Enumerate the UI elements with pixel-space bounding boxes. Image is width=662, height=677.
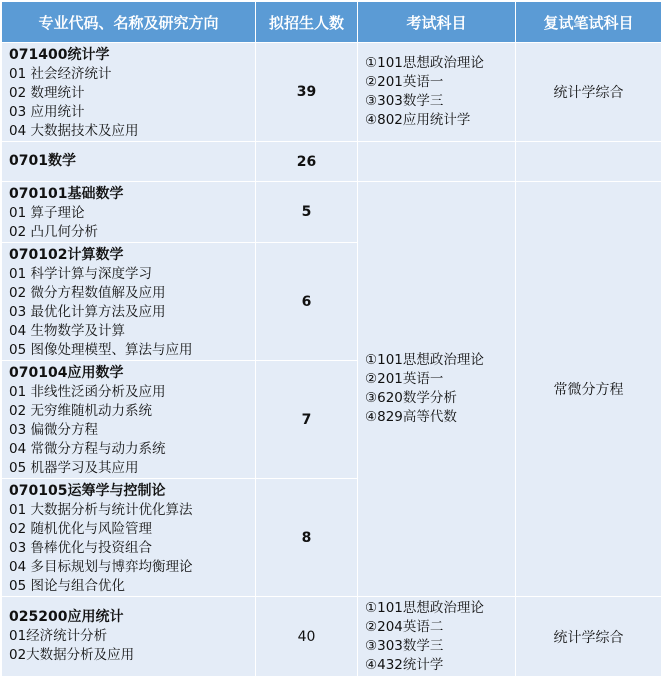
major-cell (2, 597, 256, 677)
major-cell (2, 182, 256, 243)
major-title: 071400统计学 (9, 47, 110, 63)
exam-subjects-cell (358, 182, 516, 597)
table-row (2, 182, 662, 243)
exam-subjects-cell (358, 142, 516, 182)
direction-item: 03 鲁棒优化与投资组合 (9, 540, 152, 556)
direction-item: 03 应用统计 (9, 104, 85, 120)
major-title: 070102计算数学 (9, 247, 124, 263)
direction-item: 04 大数据技术及应用 (9, 123, 139, 139)
exam-subject: ②204英语二 (365, 618, 444, 635)
direction-item: 01 非线性泛函分析及应用 (9, 384, 166, 400)
direction-item: 04 常微分方程与动力系统 (9, 441, 166, 457)
direction-item: 03 最优化计算方法及应用 (9, 304, 166, 320)
direction-item: 02 凸几何分析 (9, 224, 98, 240)
enrollment-count: 6 (256, 243, 358, 361)
retest-subject: 常微分方程 (516, 182, 662, 597)
direction-item: 03 偏微分方程 (9, 422, 98, 438)
direction-item: 02 无穷维随机动力系统 (9, 403, 152, 419)
enrollment-count: 40 (256, 597, 358, 677)
enrollment-count: 5 (256, 182, 358, 243)
major-title: 0701数学 (9, 153, 76, 169)
exam-subject: ③303数学三 (365, 93, 444, 109)
direction-item: 01 社会经济统计 (9, 66, 112, 82)
exam-subject: ②201英语一 (365, 74, 444, 90)
enrollment-count: 7 (256, 361, 358, 479)
exam-subjects-cell (358, 43, 516, 142)
exam-subject: ④802应用统计学 (365, 112, 471, 128)
exam-subject: ④829高等代数 (365, 409, 457, 425)
major-title: 070104应用数学 (9, 365, 124, 381)
direction-item: 02 数理统计 (9, 85, 85, 101)
direction-item: 01 科学计算与深度学习 (9, 266, 152, 282)
exam-subject: ③620数学分析 (365, 390, 457, 406)
major-cell (2, 361, 256, 479)
table-row (2, 43, 662, 142)
header-exam-subjects: 考试科目 (358, 2, 516, 43)
retest-subject (516, 142, 662, 182)
header-retest-subjects: 复试笔试科目 (516, 2, 662, 43)
direction-item: 05 图论与组合优化 (9, 578, 125, 594)
exam-subject: ①101思想政治理论 (365, 55, 484, 71)
admissions-table (1, 1, 662, 677)
enrollment-count: 8 (256, 479, 358, 597)
exam-subject: ①101思想政治理论 (365, 352, 484, 368)
header-row (2, 2, 662, 43)
direction-item: 01 算子理论 (9, 205, 85, 221)
exam-subject: ①101思想政治理论 (365, 599, 484, 616)
header-count: 拟招生人数 (256, 2, 358, 43)
exam-subject: ②201英语一 (365, 371, 444, 387)
table-row (2, 142, 662, 182)
enrollment-count: 39 (256, 43, 358, 142)
table-row (2, 597, 662, 677)
direction-item: 02 随机优化与风险管理 (9, 521, 152, 537)
retest-subject: 统计学综合 (516, 597, 662, 677)
header-major: 专业代码、名称及研究方向 (2, 2, 256, 43)
exam-subject: ④432统计学 (365, 656, 444, 673)
major-cell (2, 142, 256, 182)
direction-item: 05 机器学习及其应用 (9, 460, 139, 476)
direction-item: 04 多目标规划与博弈均衡理论 (9, 559, 193, 575)
major-cell (2, 243, 256, 361)
major-title: 025200应用统计 (9, 609, 124, 625)
direction-item: 02大数据分析及应用 (9, 647, 135, 663)
direction-item: 01 大数据分析与统计优化算法 (9, 502, 193, 518)
major-title: 070101基础数学 (9, 186, 124, 202)
retest-subject: 统计学综合 (516, 43, 662, 142)
direction-item: 04 生物数学及计算 (9, 323, 125, 339)
direction-item: 05 图像处理模型、算法与应用 (9, 342, 193, 358)
exam-subject: ③303数学三 (365, 637, 444, 654)
direction-item: 01经济统计分析 (9, 628, 108, 644)
enrollment-count: 26 (256, 142, 358, 182)
major-title: 070105运筹学与控制论 (9, 483, 166, 499)
exam-subjects-cell (358, 597, 516, 677)
major-cell (2, 479, 256, 597)
direction-item: 02 微分方程数值解及应用 (9, 285, 166, 301)
major-cell (2, 43, 256, 142)
